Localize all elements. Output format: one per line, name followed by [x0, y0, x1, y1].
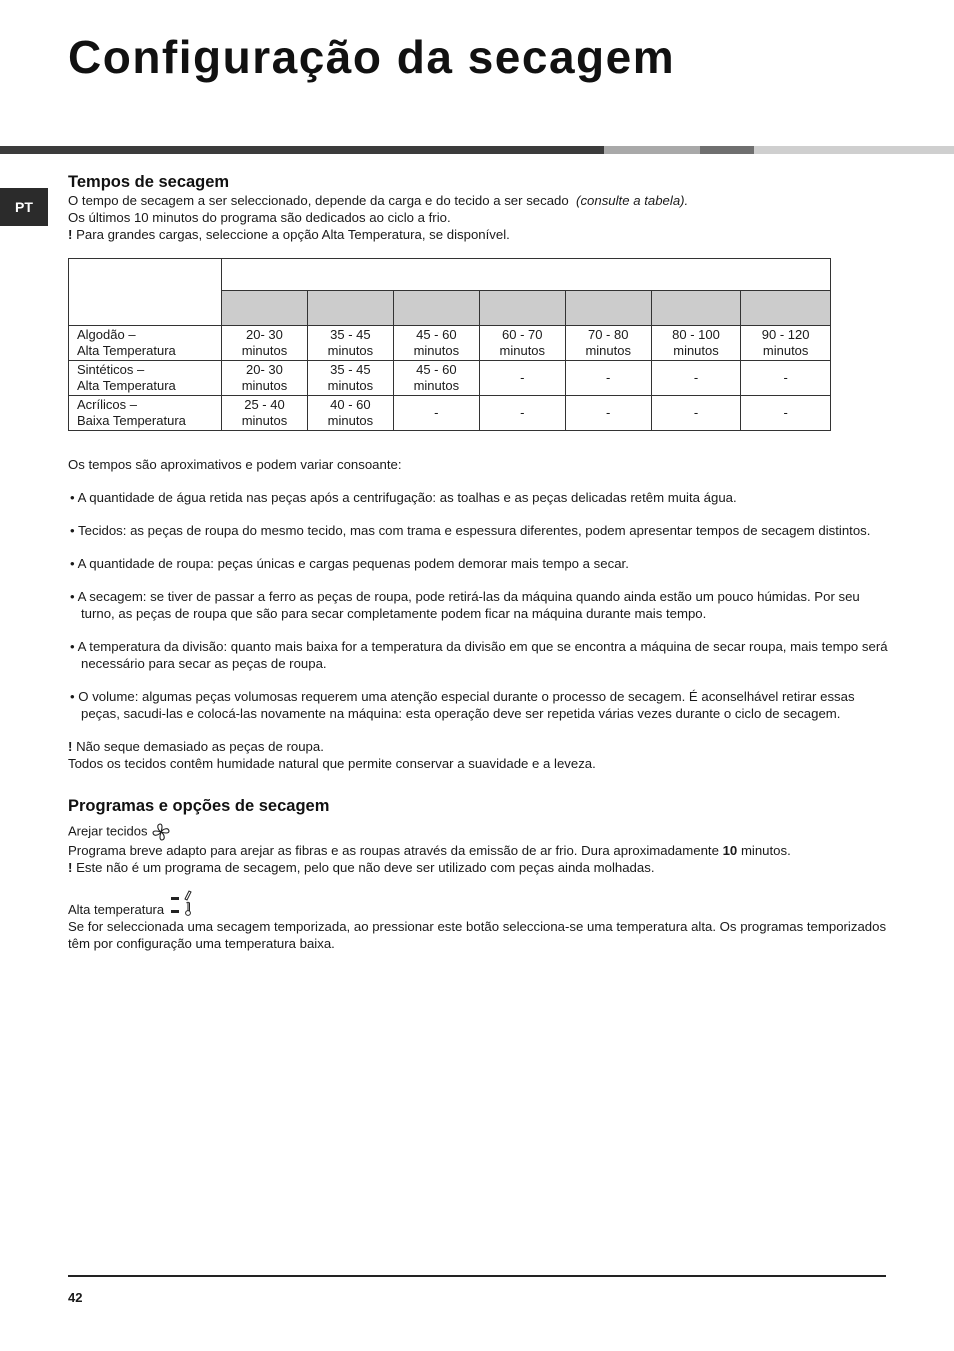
notes-intro: Os tempos são aproximativos e podem variar consoante: — [68, 457, 402, 472]
list-item: • Tecidos: as peças de roupa do mesmo tecido, mas com trama e espessura diferentes, podem apresentar tempos de secagem distintos. — [70, 523, 871, 538]
table-header-cell — [222, 259, 831, 291]
time-cell: 20- 30 minutos — [222, 361, 308, 396]
alta-temperatura-title: Alta temperatura — [68, 888, 888, 918]
table-corner-cell — [69, 259, 222, 326]
notes-bullet-list — [68, 489, 888, 738]
list-item: • A quantidade de água retida nas peças após a centrifugação: as toalhas e as peças delicadas retêm muita água. — [70, 490, 737, 505]
time-cell: 35 - 45 minutos — [307, 326, 393, 361]
time-cell: - — [741, 396, 831, 431]
list-item: • O volume: algumas peças volumosas requerem uma atenção especial durante o processo de secagem. É aconselhável retirar essas peças, sacudi-las e colocá-las novamente na máquina: esta operação deve ser repetida várias vezes durante o ciclo de secagem. — [70, 689, 855, 721]
time-cell: 40 - 60 minutos — [307, 396, 393, 431]
table-subheader-cell — [741, 291, 831, 326]
intro-line-1: O tempo de secagem a ser seleccionado, depende da carga e do tecido a ser secado (consulte a tabela). — [68, 193, 689, 208]
intro-line-3: ! Para grandes cargas, seleccione a opção Alta Temperatura, se disponível. — [68, 227, 510, 242]
section-heading-programs: Programas e opções de secagem — [68, 797, 330, 815]
time-cell: - — [393, 396, 479, 431]
header-bar-light — [754, 146, 954, 154]
warning-mark: ! — [68, 227, 73, 242]
time-cell: 60 - 70 minutos — [479, 326, 565, 361]
fabric-label-cell: Acrílicos – Baixa Temperatura — [69, 396, 222, 431]
table-header-row — [69, 259, 831, 291]
time-cell: 35 - 45 minutos — [307, 361, 393, 396]
page-title: Configuração da secagem — [68, 31, 676, 83]
time-cell: 45 - 60 minutos — [393, 361, 479, 396]
arejar-warning: ! Este não é um programa de secagem, pelo que não deve ser utilizado com peças ainda molhadas. — [68, 860, 655, 875]
table-row — [69, 326, 831, 361]
high-temperature-icon — [168, 888, 194, 918]
language-tab: PT — [0, 188, 48, 226]
list-item: • A temperatura da divisão: quanto mais baixa for a temperatura da divisão em que se encontra a máquina de secar roupa, mais tempo será necessário para secar as peças de roupa. — [70, 639, 888, 671]
table-subheader-cell — [479, 291, 565, 326]
table-subheader-cell — [393, 291, 479, 326]
header-bar-darkgrey — [700, 146, 754, 154]
warning-mark: ! — [68, 739, 73, 754]
time-cell: - — [565, 396, 651, 431]
table-row — [69, 361, 831, 396]
time-cell: - — [741, 361, 831, 396]
warning-mark: ! — [68, 860, 73, 875]
list-item: • A quantidade de roupa: peças únicas e cargas pequenas podem demorar mais tempo a secar. — [70, 556, 629, 571]
header-bar-dark — [0, 146, 604, 154]
page-number: 42 — [68, 1290, 83, 1305]
time-cell: - — [565, 361, 651, 396]
time-cell: 20- 30 minutos — [222, 326, 308, 361]
table-subheader-cell — [565, 291, 651, 326]
table-row — [69, 396, 831, 431]
drying-times-table — [68, 258, 831, 431]
time-cell: 80 - 100 minutos — [651, 326, 741, 361]
fabric-label-cell: Sintéticos – Alta Temperatura — [69, 361, 222, 396]
page-content — [68, 172, 888, 952]
time-cell: - — [479, 361, 565, 396]
table-subheader-cell — [307, 291, 393, 326]
arejar-description: Programa breve adapto para arejar as fibras e as roupas através da emissão de ar frio. Dura aproximadamente 10 minutos. — [68, 843, 791, 858]
fabric-label-cell: Algodão – Alta Temperatura — [69, 326, 222, 361]
time-cell: - — [651, 396, 741, 431]
table-subheader-cell — [651, 291, 741, 326]
list-item: • A secagem: se tiver de passar a ferro as peças de roupa, pode retirá-las da máquina quando ainda estão um pouco húmidas. Por seu turno, as peças de roupa que são para secar completamente podem ficar na máquina durante mais tempo. — [70, 589, 860, 621]
alta-temperatura-description: Se for seleccionada uma secagem temporizada, ao pressionar este botão selecciona-se uma temperatura alta. Os programas temporizados têm por configuração uma temperatura baixa. — [68, 919, 887, 951]
header-bar-grey — [604, 146, 700, 154]
arejar-title: Arejar tecidos — [68, 822, 888, 842]
intro-line-2: Os últimos 10 minutos do programa são dedicados ao ciclo a frio. — [68, 210, 451, 225]
time-cell: - — [651, 361, 741, 396]
footer-rule — [68, 1275, 886, 1277]
time-cell: 70 - 80 minutos — [565, 326, 651, 361]
section-heading-drying-times: Tempos de secagem — [68, 173, 230, 191]
time-cell: 45 - 60 minutos — [393, 326, 479, 361]
humidity-note: Todos os tecidos contêm humidade natural que permite conservar a suavidade e a leveza. — [68, 756, 596, 771]
time-cell: 90 - 120 minutos — [741, 326, 831, 361]
time-cell: 25 - 40 minutos — [222, 396, 308, 431]
time-cell: - — [479, 396, 565, 431]
overdry-warning: ! Não seque demasiado as peças de roupa. — [68, 739, 324, 754]
fan-icon — [151, 822, 171, 842]
table-reference-note: (consulte a tabela). — [576, 193, 689, 208]
table-subheader-cell — [222, 291, 308, 326]
